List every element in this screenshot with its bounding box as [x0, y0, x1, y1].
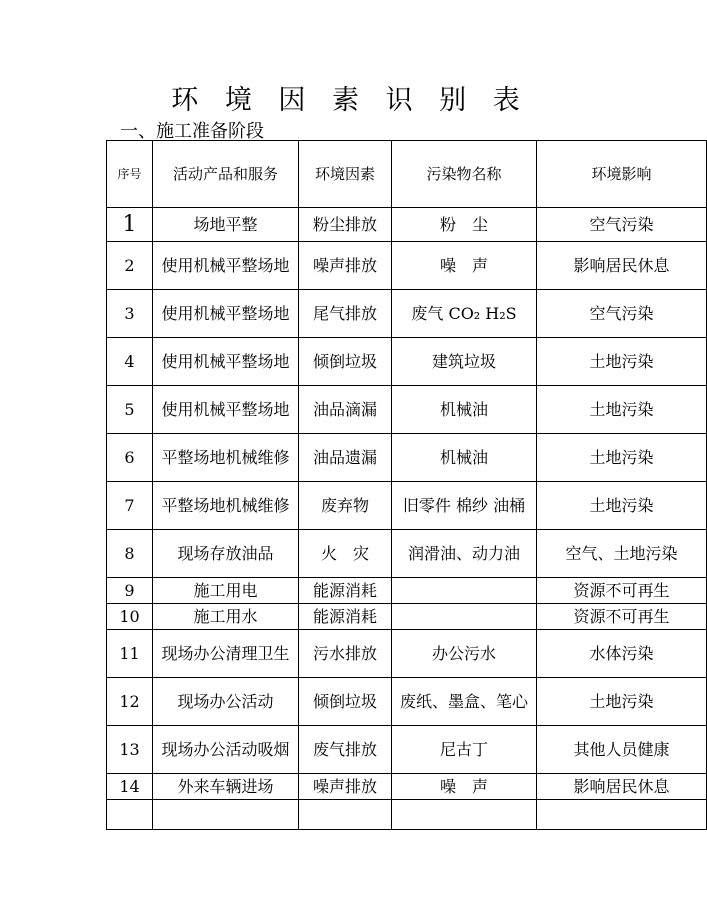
header-activity: 活动产品和服务: [153, 141, 299, 208]
table-row: [107, 386, 707, 434]
cell-no: 2: [107, 242, 153, 290]
header-seq: 序号: [107, 141, 153, 208]
cell-impact: 空气污染: [537, 290, 707, 338]
cell-impact: 空气、土地污染: [537, 530, 707, 578]
cell-pollutant: 办公污水: [392, 630, 537, 678]
cell-no: 11: [107, 630, 153, 678]
cell-pollutant: [392, 578, 537, 604]
cell-activity: 施工用电: [153, 578, 299, 604]
cell-pollutant: 噪 声: [392, 774, 537, 800]
table-row: [107, 208, 707, 242]
cell-activity: 使用机械平整场地: [153, 338, 299, 386]
cell-activity: 外来车辆进场: [153, 774, 299, 800]
table-row: [107, 530, 707, 578]
cell-no: 5: [107, 386, 153, 434]
table-row-empty: [107, 800, 707, 830]
cell-factor: 火 灾: [299, 530, 392, 578]
cell-pollutant: 废纸、墨盒、笔心: [392, 678, 537, 726]
cell-no: 4: [107, 338, 153, 386]
cell-pollutant: 旧零件 棉纱 油桶: [392, 482, 537, 530]
section-heading: 一、施工准备阶段: [120, 121, 264, 142]
table-row: [107, 434, 707, 482]
cell-activity: 施工用水: [153, 604, 299, 630]
table-row: [107, 242, 707, 290]
cell-pollutant: 机械油: [392, 434, 537, 482]
header-impact: 环境影响: [537, 141, 707, 208]
cell-factor: 倾倒垃圾: [299, 338, 392, 386]
table-row: [107, 678, 707, 726]
cell-factor: 噪声排放: [299, 774, 392, 800]
cell-no: 10: [107, 604, 153, 630]
header-pollutant: 污染物名称: [392, 141, 537, 208]
cell-factor: 粉尘排放: [299, 208, 392, 242]
cell-factor: 油品遗漏: [299, 434, 392, 482]
cell-factor: 废弃物: [299, 482, 392, 530]
cell-impact: 空气污染: [537, 208, 707, 242]
cell-factor: 倾倒垃圾: [299, 678, 392, 726]
table-row: [107, 290, 707, 338]
table-row: [107, 726, 707, 774]
cell-impact: 其他人员健康: [537, 726, 707, 774]
cell-activity: 现场办公清理卫生: [153, 630, 299, 678]
cell-no: 1: [107, 208, 153, 242]
cell-no: 3: [107, 290, 153, 338]
cell-pollutant: [392, 604, 537, 630]
table-header-row: [107, 141, 707, 208]
cell-impact: 土地污染: [537, 482, 707, 530]
cell-pollutant: 粉 尘: [392, 208, 537, 242]
cell-no: 9: [107, 578, 153, 604]
cell-no: 14: [107, 774, 153, 800]
cell-activity: 使用机械平整场地: [153, 290, 299, 338]
cell-no: 6: [107, 434, 153, 482]
cell-no: 12: [107, 678, 153, 726]
cell-factor: 废气排放: [299, 726, 392, 774]
cell-pollutant: 润滑油、动力油: [392, 530, 537, 578]
header-factor: 环境因素: [299, 141, 392, 208]
cell-factor: 油品滴漏: [299, 386, 392, 434]
cell-activity: 平整场地机械维修: [153, 434, 299, 482]
cell-pollutant: 机械油: [392, 386, 537, 434]
table-row: [107, 338, 707, 386]
cell-activity: 平整场地机械维修: [153, 482, 299, 530]
cell-factor: 污水排放: [299, 630, 392, 678]
cell-impact: 影响居民休息: [537, 242, 707, 290]
cell-activity: 使用机械平整场地: [153, 386, 299, 434]
table-row: [107, 774, 707, 800]
cell-impact: 土地污染: [537, 434, 707, 482]
cell-factor: 噪声排放: [299, 242, 392, 290]
cell-pollutant: 尼古丁: [392, 726, 537, 774]
cell-activity: 现场办公活动: [153, 678, 299, 726]
cell-impact: 水体污染: [537, 630, 707, 678]
cell-activity: 使用机械平整场地: [153, 242, 299, 290]
cell-no: 13: [107, 726, 153, 774]
table-row: [107, 482, 707, 530]
cell-factor: 能源消耗: [299, 578, 392, 604]
cell-pollutant: 噪 声: [392, 242, 537, 290]
cell-no: 8: [107, 530, 153, 578]
cell-activity: 现场办公活动吸烟: [153, 726, 299, 774]
cell-activity: 现场存放油品: [153, 530, 299, 578]
cell-impact: 土地污染: [537, 338, 707, 386]
cell-impact: 土地污染: [537, 678, 707, 726]
cell-pollutant: 建筑垃圾: [392, 338, 537, 386]
table-container: [106, 140, 678, 830]
cell-pollutant: 废气 CO₂ H₂S: [392, 290, 537, 338]
cell-no: 7: [107, 482, 153, 530]
table-row: [107, 578, 707, 604]
cell-impact: 影响居民休息: [537, 774, 707, 800]
cell-impact: 土地污染: [537, 386, 707, 434]
page-title: 环 境 因 素 识 别 表: [171, 85, 529, 116]
table-row: [107, 630, 707, 678]
environmental-factor-table: [106, 140, 707, 830]
cell-factor: 尾气排放: [299, 290, 392, 338]
cell-factor: 能源消耗: [299, 604, 392, 630]
table-row: [107, 604, 707, 630]
cell-impact: 资源不可再生: [537, 604, 707, 630]
cell-impact: 资源不可再生: [537, 578, 707, 604]
cell-activity: 场地平整: [153, 208, 299, 242]
